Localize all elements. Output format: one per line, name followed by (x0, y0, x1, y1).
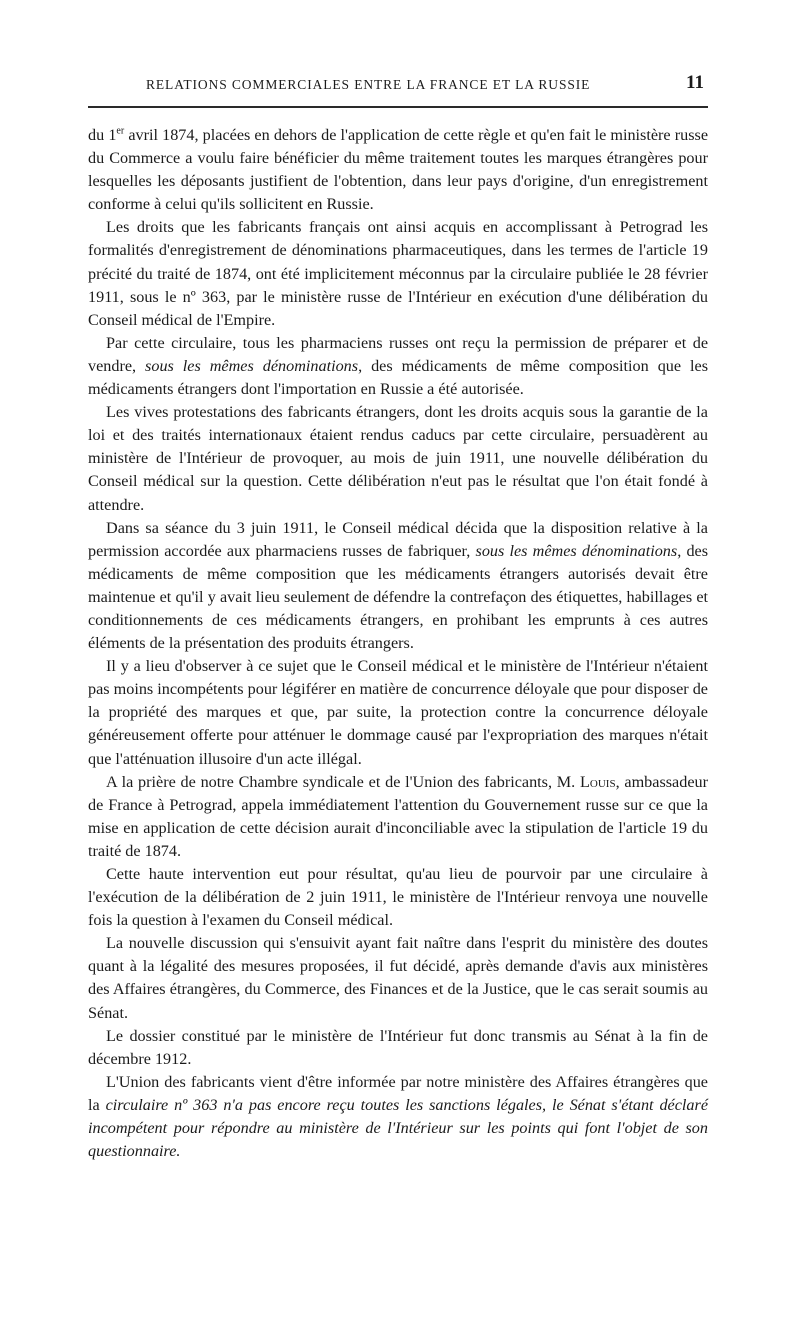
paragraph-7 (88, 771, 708, 863)
paragraph-2: Les droits que les fabricants français ont ainsi acquis en accomplissant à Petrograd les formalités d'enregistrement de dénominations pharmaceutiques, dans les termes de l'article 19 précité du traité de 1874, ont été implicitement méconnus par la circulaire publiée le 28 février 1911, sous le nº 363, par le ministère russe de l'Intérieur en exécution d'une délibération du Conseil médical de l'Empire. (88, 218, 708, 329)
italic-phrase: circulaire nº 363 n'a pas encore reçu toutes les sanctions légales, le Sénat s'étant déclaré incompétent pour répondre au ministère de l'Intérieur sur les points qui font l'objet de son questionnaire. (88, 1095, 708, 1161)
paragraph-text: Dans sa séance du 3 juin 1911, le Conseil médical décida que la disposition relative à la permission accordée aux pharmaciens russes de fabriquer, (88, 518, 708, 560)
paragraph-text: du 1 (88, 126, 117, 144)
running-title: RELATIONS COMMERCIALES ENTRE LA FRANCE ET LA RUSSIE (146, 77, 591, 92)
paragraph-11 (88, 1071, 708, 1163)
italic-phrase: sous les mêmes dénominations (145, 356, 359, 375)
paragraph-text: , ambassadeur de France à Petrograd, appela immédiatement l'attention du Gouvernement russe sur ce que la mise en application de cette décision aurait d'inconciliable avec la stipulation de l'article 19 du traité de 1874. (88, 772, 708, 860)
body-text (88, 124, 708, 1163)
paragraph-text: avril 1874, placées en dehors de l'application de cette règle et qu'en fait le ministère russe du Commerce a voulu faire bénéficier du même traitement toutes les marques étrangères pour lesquelles les déposants justifient de l'obtention, dans leur pays d'origine, d'un enregistrement conforme à celui qu'ils sollicitent en Russie. (88, 126, 709, 214)
paragraph-8: Cette haute intervention eut pour résultat, qu'au lieu de pourvoir par une circulaire à l'exécution de la délibération de 2 juin 1911, le ministère de l'Intérieur renvoya une nouvelle fois la question à l'examen du Conseil médical. (88, 865, 708, 930)
paragraph-text: , des médicaments de même composition que les médicaments étrangers dont l'importation en Russie a été autorisée. (88, 356, 709, 399)
paragraph-10: Le dossier constitué par le ministère de l'Intérieur fut donc transmis au Sénat à la fin de décembre 1912. (88, 1026, 708, 1068)
page-header (88, 72, 708, 100)
paragraph-text: , des médicaments de même composition que les médicaments étrangers autorisés devait être maintenue et qu'il y avait lieu seulement de défendre la contrefaçon des étiquettes, habillages et conditionnements de ces médicaments étrangers, en prohibant les emprunts à ces autres éléments de la présentation des produits étrangers. (88, 541, 709, 653)
paragraph-6: Il y a lieu d'observer à ce sujet que le Conseil médical et le ministère de l'Intérieur n'étaient pas moins incompétents pour légiférer en matière de concurrence déloyale que pour disposer de la propriété des marques et que, par suite, la protection contre la concurrence déloyale généreusement offerte pour atténuer le dommage causé par l'expropriation des marques n'était que l'atténuation illusoire d'un acte illégal. (88, 657, 708, 768)
paragraph-3 (88, 332, 708, 401)
italic-phrase: sous les mêmes dénominations (475, 541, 678, 560)
paragraph-4: Les vives protestations des fabricants étrangers, dont les droits acquis sous la garantie de la loi et des traités internationaux étaient rendus caducs par cette circulaire, persuadèrent au ministère de l'Intérieur de provoquer, au mois de juin 1911, une nouvelle délibération du Conseil médical sur la question. Cette délibération n'eut pas le résultat que l'on était fondé à attendre. (88, 403, 708, 514)
paragraph-text: L'Union des fabricants vient d'être informée par notre ministère des Affaires étrangères que la (88, 1072, 708, 1114)
header-rule (88, 106, 708, 108)
paragraph-5 (88, 517, 708, 656)
person-name: Louis (580, 772, 616, 791)
paragraph-text: Par cette circulaire, tous les pharmaciens russes ont reçu la permission de préparer et de vendre, (88, 333, 708, 375)
paragraph-text: A la prière de notre Chambre syndicale et de l'Union des fabricants, M. (106, 772, 581, 791)
ordinal-superscript: er (116, 125, 125, 137)
paragraph-1 (88, 124, 708, 216)
page-number: 11 (686, 72, 704, 93)
paragraph-9: La nouvelle discussion qui s'ensuivit ayant fait naître dans l'esprit du ministère des doutes quant à la légalité des mesures proposées, il fut décidé, après demande d'avis aux ministères des Affaires étrangères, du Commerce, des Finances et de la Justice, que le cas serait soumis au Sénat. (88, 934, 708, 1022)
